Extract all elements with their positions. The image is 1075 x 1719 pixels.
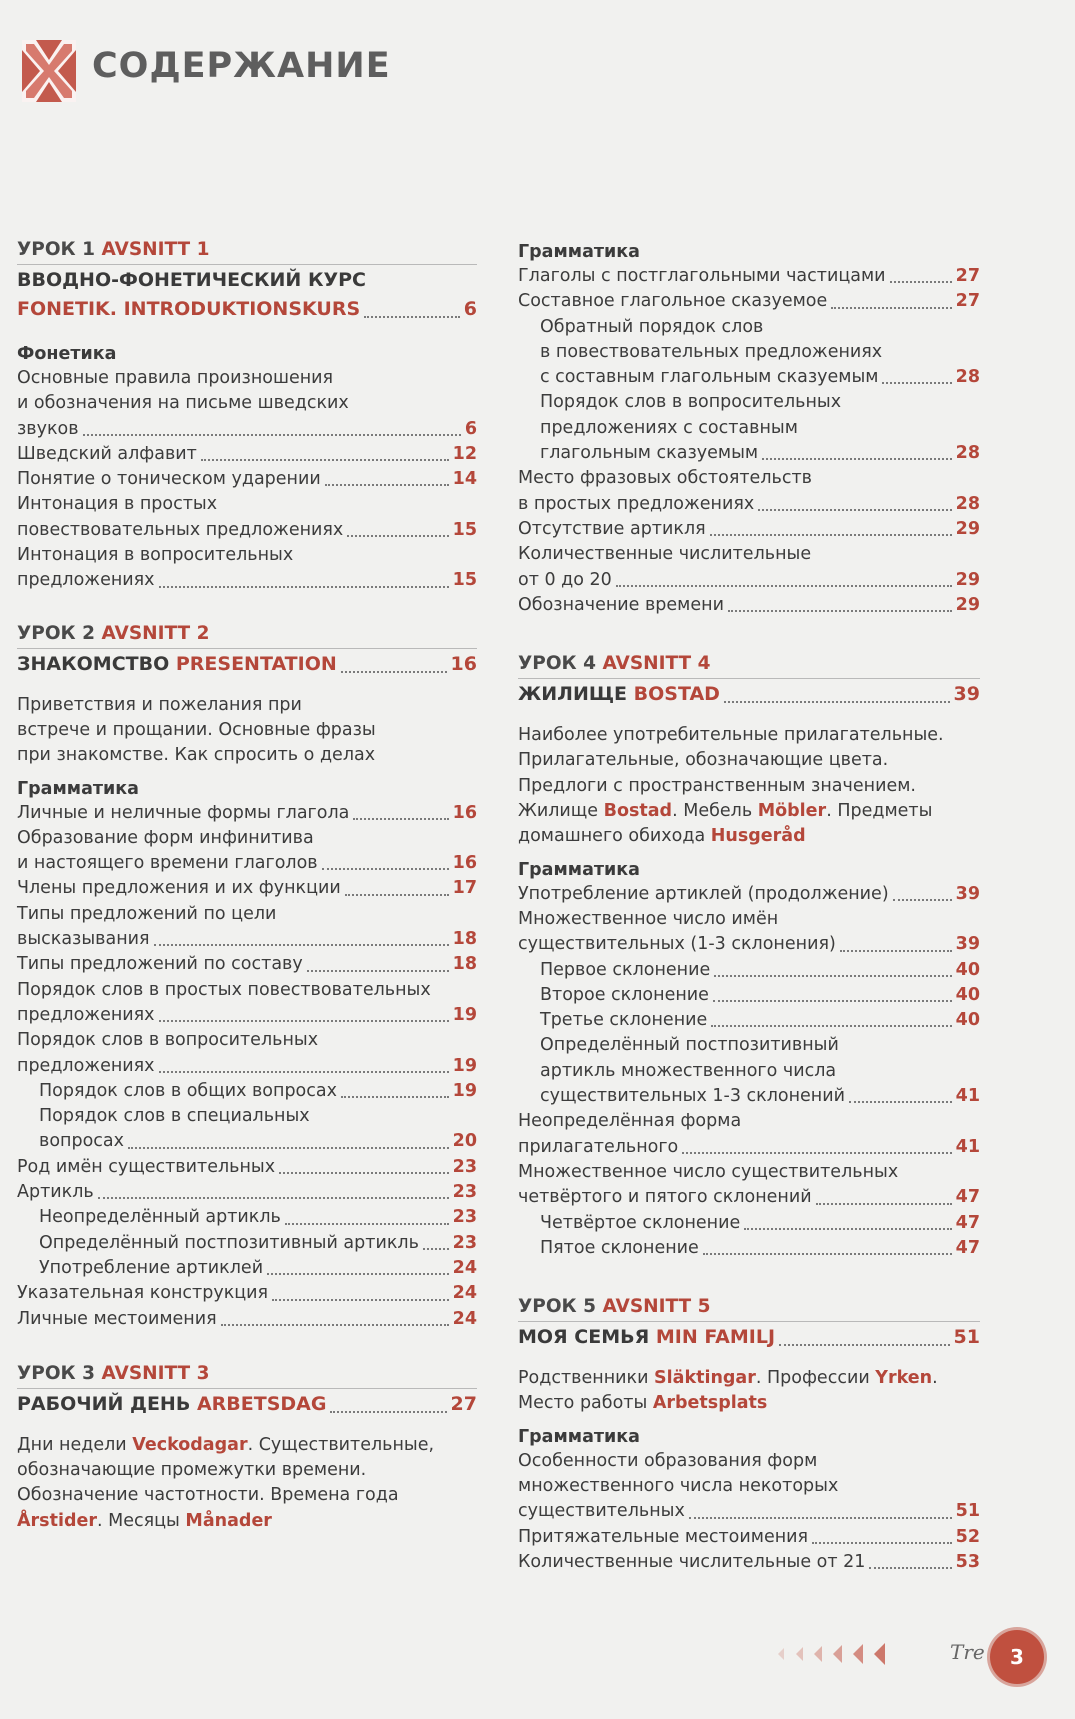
leader-dots [364,316,460,318]
entry-text: Множественное число существительных [518,1161,899,1182]
leader-dots [423,1248,449,1250]
lesson-1-title-sv: FONETIK. INTRODUKTIONSKURS [17,298,361,320]
lesson-1 [17,238,477,594]
page-number: 47 [955,1212,980,1233]
lesson-label-sv: AVSNITT 5 [602,1296,711,1318]
topic-term-sv: Månader [185,1510,272,1531]
entry-text: существительных [518,1501,685,1522]
leader-dots [882,382,951,384]
leader-dots [272,1299,449,1301]
toc-entry[interactable] [17,1104,477,1155]
page-number: 16 [452,853,477,874]
leader-dots [758,509,951,511]
section-label-grammar: Грамматика [518,859,640,880]
toc-entry[interactable] [17,467,477,492]
toc-entry[interactable] [518,264,980,289]
leader-dots [128,1147,449,1149]
page-number: 40 [955,959,980,980]
page-number: 16 [452,802,477,823]
entry-text: высказывания [17,929,150,950]
toc-entry[interactable] [17,876,477,901]
toc-entry[interactable] [17,442,477,467]
leader-dots [849,1101,952,1103]
lesson-title-sv: MIN FAMILJ [655,1326,776,1349]
toc-entry[interactable] [518,390,980,466]
lesson-1-title-row[interactable] [17,295,477,324]
lesson-2-topics: Приветствия и пожелания при встрече и прощании. Основные фразы при знакомстве. Как спросить о делах [17,694,376,766]
leader-dots [779,1344,950,1346]
toc-entry[interactable] [17,952,477,977]
page-number: 6 [464,418,477,439]
toc-entry[interactable] [17,978,477,1029]
lesson-label-sv: AVSNITT 4 [602,653,711,675]
lesson-5-label [518,1295,980,1319]
page-number: 51 [955,1501,980,1522]
leader-dots [83,434,461,436]
page-number: 28 [955,443,980,464]
toc-entry[interactable] [518,517,980,542]
toc-entry[interactable] [17,1180,477,1205]
entry-text: множественного числа некоторых [518,1475,839,1496]
page-number: 23 [452,1232,477,1253]
toc-entry[interactable] [518,1160,980,1211]
leader-dots [816,1203,952,1205]
entry-text: Артикль [17,1182,94,1203]
entry-text: Множественное число имён [518,908,779,929]
page-number: 23 [452,1207,477,1228]
page-number: 19 [452,1080,477,1101]
lesson-1-label [17,238,477,262]
topic-term-sv: Släktingar [654,1368,756,1389]
lesson-title-ru: РАБОЧИЙ ДЕНЬ [17,1392,191,1415]
page-number: 24 [452,1257,477,1278]
entry-text: повествовательных предложениях [17,519,344,540]
page-number: 20 [452,1131,477,1152]
entry-text: артикль множественного числа [540,1060,837,1081]
topic-text: Наиболее употребительные прилагательные. Прилагательные, обозначающие цвета. Предлоги с пространственным значением. Жилище [518,725,944,822]
page-number: 23 [452,1182,477,1203]
page-number: 29 [955,518,980,539]
entry-text: Третье склонение [540,1010,708,1031]
page-number: 53 [955,1551,980,1572]
leader-dots [98,1197,449,1199]
toc-entry[interactable] [518,1211,980,1236]
leader-dots [325,484,449,486]
leader-dots [714,975,951,977]
leader-dots [710,534,952,536]
page-number: 27 [955,291,980,312]
page-number: 41 [955,1136,980,1157]
topic-term-sv: Arbetsplats [652,1393,768,1414]
toc-entry[interactable] [518,958,980,983]
topic-term-sv: Bostad [603,801,673,822]
entry-text: Неопределённая форма [518,1111,742,1132]
page-number: 39 [953,683,980,706]
toc-entry[interactable] [518,1525,980,1550]
toc-entry[interactable] [17,902,477,953]
entry-text: Глаголы с постглагольными частицами [518,266,886,286]
toc-entry[interactable] [518,1008,980,1033]
topic-text: . Место работы [518,1368,938,1414]
lesson-label-sv: AVSNITT 1 [101,239,210,260]
toc-entry[interactable] [17,366,477,442]
leader-dots [689,1517,952,1519]
leader-dots [831,307,951,309]
topic-term-sv: Husgeråd [710,826,806,847]
section-label-phonetics: Фонетика [17,344,117,364]
page-number: 47 [955,1187,980,1208]
leader-dots [201,459,449,461]
toc-entry[interactable] [17,1155,477,1180]
entry-text: глагольным сказуемым [540,443,759,464]
entry-text: Порядок слов в простых повествовательных [17,979,431,1000]
entry-text: Первое склонение [540,959,711,980]
entry-text: Указательная конструкция [17,1283,269,1304]
lesson-label-ru: УРОК 1 [17,239,95,260]
entry-text: Личные местоимения [17,1308,217,1329]
entry-text: Четвёртое склонение [540,1212,741,1233]
toc-entry[interactable] [518,289,980,314]
lesson-3-label [17,1362,477,1386]
entry-text: Интонация в простых [17,494,218,515]
entry-text: Определённый постпозитивный артикль [39,1232,419,1253]
lesson-5-topics [518,1366,968,1417]
leader-dots [890,281,952,283]
leader-dots [724,701,950,703]
lesson-3-title [17,1390,326,1419]
entry-text: предложениях [17,1004,155,1025]
lesson-3 [17,1362,477,1534]
leader-dots [713,1000,952,1002]
page-number: 14 [452,469,477,490]
lesson-label-sv: AVSNITT 2 [101,622,210,644]
lesson-4-title [518,680,720,709]
toc-entry[interactable] [17,1205,477,1230]
leader-dots [840,950,952,952]
toc-entry[interactable] [17,492,477,543]
entry-text: существительных 1-3 склонений [540,1086,845,1107]
page-number: 40 [955,1010,980,1031]
entry-text: Порядок слов в общих вопросах [39,1080,337,1101]
page-number: 28 [955,367,980,388]
page-number: 52 [955,1526,980,1547]
page-number: 18 [452,954,477,975]
entry-text: предложениях с составным [540,417,798,438]
entry-text: Особенности образования форм [518,1450,818,1471]
lesson-5-title-row[interactable] [518,1321,980,1352]
page-number: 40 [955,984,980,1005]
lesson-title-ru: МОЯ СЕМЬЯ [518,1326,650,1349]
page-number: 6 [463,298,477,320]
page-number: 27 [450,1392,477,1415]
lesson-label-sv: AVSNITT 3 [101,1362,210,1384]
toc-entry[interactable] [518,1109,980,1160]
leader-dots [154,944,449,946]
entry-text: четвёртого и пятого склонений [518,1187,812,1208]
entry-text: Притяжательные местоимения [518,1526,809,1547]
toc-entry[interactable] [17,801,477,826]
entry-text: от 0 до 20 [518,569,612,590]
toc-entry[interactable] [518,1449,980,1525]
entry-text: Употребление артиклей [39,1257,264,1278]
page-number: 17 [452,878,477,899]
page-number: 19 [452,1055,477,1076]
page-number: 39 [955,934,980,955]
lesson-2 [17,622,477,1332]
toc-entry[interactable] [518,1033,980,1109]
lesson-label-ru: УРОК 2 [17,622,95,644]
lesson-1-title-ru: ВВОДНО-ФОНЕТИЧЕСКИЙ КУРС [17,264,477,295]
page-number: 47 [955,1237,980,1258]
topic-text: . Мебель [672,801,758,822]
leader-dots [762,458,952,460]
section-label-grammar: Грамматика [518,1426,640,1447]
entry-text: Личные и неличные формы глагола [17,802,350,823]
leader-dots [703,1253,952,1255]
leader-dots [322,868,449,870]
page-number: 16 [450,652,477,675]
leader-dots [869,1567,951,1569]
toc-entry[interactable] [17,1307,477,1332]
leader-dots [682,1152,951,1154]
section-label-grammar: Грамматика [518,242,640,262]
lesson-2-label [17,622,477,646]
entry-text: Основные правила произношения [17,368,334,388]
entry-text: Обратный порядок слов [540,316,764,337]
page-title: СОДЕРЖАНИЕ [92,46,391,86]
toc-entry[interactable] [17,543,477,594]
entry-text: Интонация в вопросительных [17,545,294,566]
entry-text: Типы предложений по составу [17,954,303,975]
leader-dots [345,894,449,896]
lesson-2-title [17,650,337,679]
lesson-title-sv: PRESENTATION [175,652,337,675]
entry-text: Шведский алфавит [17,443,197,464]
page-number: 24 [452,1308,477,1329]
leader-dots [812,1542,952,1544]
leader-dots [285,1223,449,1225]
page-number: 27 [955,266,980,286]
page-number: 18 [452,929,477,950]
leader-dots [307,970,449,972]
toc-entry[interactable] [518,882,980,907]
leader-dots [353,818,448,820]
topic-text: . Существительные, обозначающие промежутки времени. Обозначение частотности. Времена года [17,1434,435,1506]
entry-text: Порядок слов в вопросительных [540,392,842,413]
toc-entry[interactable] [17,1256,477,1281]
entry-text: Род имён существительных [17,1156,276,1177]
toc-entry[interactable] [17,1028,477,1079]
lesson-4-label [518,652,980,676]
leader-dots [341,671,447,673]
lesson-4-topics [518,723,980,849]
leader-dots [728,610,952,612]
page-number: 15 [452,519,477,540]
toc-entry[interactable] [518,1236,980,1261]
leader-dots [616,585,952,587]
page-number: 19 [452,1004,477,1025]
lesson-5 [518,1295,980,1575]
entry-text: Понятие о тоническом ударении [17,469,321,490]
entry-text: звуков [17,418,79,439]
leader-dots [341,1096,449,1098]
entry-text: Пятое склонение [540,1237,699,1258]
entry-text: Неопределённый артикль [39,1207,281,1228]
topic-text: . Предметы домашнего обихода [518,801,933,847]
footer-word: Tre [950,1640,985,1664]
entry-text: Образование форм инфинитива [17,827,314,848]
entry-text: вопросах [39,1131,124,1152]
left-column [17,238,477,1534]
page-number: 29 [955,594,980,615]
topic-text: . Месяцы [96,1510,186,1531]
topic-term-sv: Yrken [875,1368,933,1389]
leader-dots [744,1228,951,1230]
lesson-5-title [518,1323,775,1352]
topic-term-sv: Årstider [17,1510,97,1531]
entry-text: Количественные числительные [518,544,812,565]
lesson-2-title-row[interactable] [17,648,477,679]
toc-entry[interactable] [518,907,980,958]
entry-text: предложениях [17,570,155,591]
lesson-label-ru: УРОК 3 [17,1362,95,1384]
page-number: 23 [452,1156,477,1177]
entry-text: Типы предложений по цели [17,903,277,924]
leader-dots [330,1411,446,1413]
cross-logo-icon [22,40,76,102]
entry-text: Второе склонение [540,984,709,1005]
entry-text: Употребление артиклей (продолжение) [518,883,889,904]
toc-entry[interactable] [17,826,477,877]
leader-dots [893,899,952,901]
entry-text: с составным глагольным сказуемым [540,367,879,388]
page-number: 12 [452,443,477,464]
lesson-label-ru: УРОК 5 [518,1296,596,1318]
topic-text: Родственники [518,1368,655,1389]
leader-dots [347,535,448,537]
toc-entry[interactable] [17,1079,477,1104]
page-number: 28 [955,493,980,514]
lesson-title-sv: ARBETSDAG [196,1392,327,1415]
lesson-3-title-row[interactable] [17,1388,477,1419]
page-number: 41 [955,1086,980,1107]
topic-term-sv: Veckodagar [132,1434,248,1455]
entry-text: Порядок слов в специальных [39,1106,310,1127]
leader-dots [221,1324,449,1326]
entry-text: Члены предложения и их функции [17,878,341,899]
lesson-title-ru: ЖИЛИЩЕ [518,683,628,706]
page-number: 24 [452,1283,477,1304]
lesson-3-continued [518,240,980,618]
entry-text: и настоящего времени глаголов [17,853,318,874]
page-number: 29 [955,569,980,590]
right-column [518,240,980,1575]
leader-dots [159,1071,449,1073]
entry-text: в повествовательных предложениях [540,341,883,362]
leader-dots [159,586,449,588]
lesson-4 [518,652,980,1261]
page-number-badge: 3 [990,1630,1044,1684]
entry-text: Количественные числительные от 21 [518,1551,866,1572]
lesson-title-sv: BOSTAD [633,683,720,706]
topic-term-sv: Möbler [757,801,827,822]
entry-text: существительных (1-3 склонения) [518,934,836,955]
leader-dots [279,1172,449,1174]
lesson-title-ru: ЗНАКОМСТВО [17,652,170,675]
entry-text: и обозначения на письме шведских [17,393,349,414]
page-number: 39 [955,883,980,904]
toc-entry[interactable] [518,983,980,1008]
toc-entry[interactable] [518,315,980,391]
arrows-decoration-icon [770,1634,900,1674]
lesson-3-topics [17,1433,457,1534]
toc-entry[interactable] [518,1550,980,1575]
entry-text: прилагательного [518,1136,679,1157]
toc-entry[interactable] [518,466,980,517]
topic-text: . Профессии [755,1368,876,1389]
leader-dots [267,1273,449,1275]
section-label-grammar: Грамматика [17,778,139,799]
page-number: 51 [953,1326,980,1349]
leader-dots [159,1020,449,1022]
entry-text: предложениях [17,1055,155,1076]
leader-dots [711,1025,951,1027]
page-number: 15 [452,570,477,591]
entry-text: Обозначение времени [518,594,724,615]
topic-text: Дни недели [17,1434,133,1455]
entry-text: в простых предложениях [518,493,755,514]
toc-entry[interactable] [518,542,980,593]
entry-text: Составное глагольное сказуемое [518,291,828,312]
toc-entry[interactable] [17,1281,477,1306]
entry-text: Порядок слов в вопросительных [17,1030,319,1051]
entry-text: Определённый постпозитивный [540,1035,839,1056]
lesson-label-ru: УРОК 4 [518,653,596,675]
toc-entry[interactable] [17,1231,477,1256]
entry-text: Отсутствие артикля [518,518,706,539]
entry-text: Место фразовых обстоятельств [518,468,812,489]
lesson-4-title-row[interactable] [518,678,980,709]
toc-entry[interactable] [518,593,980,618]
